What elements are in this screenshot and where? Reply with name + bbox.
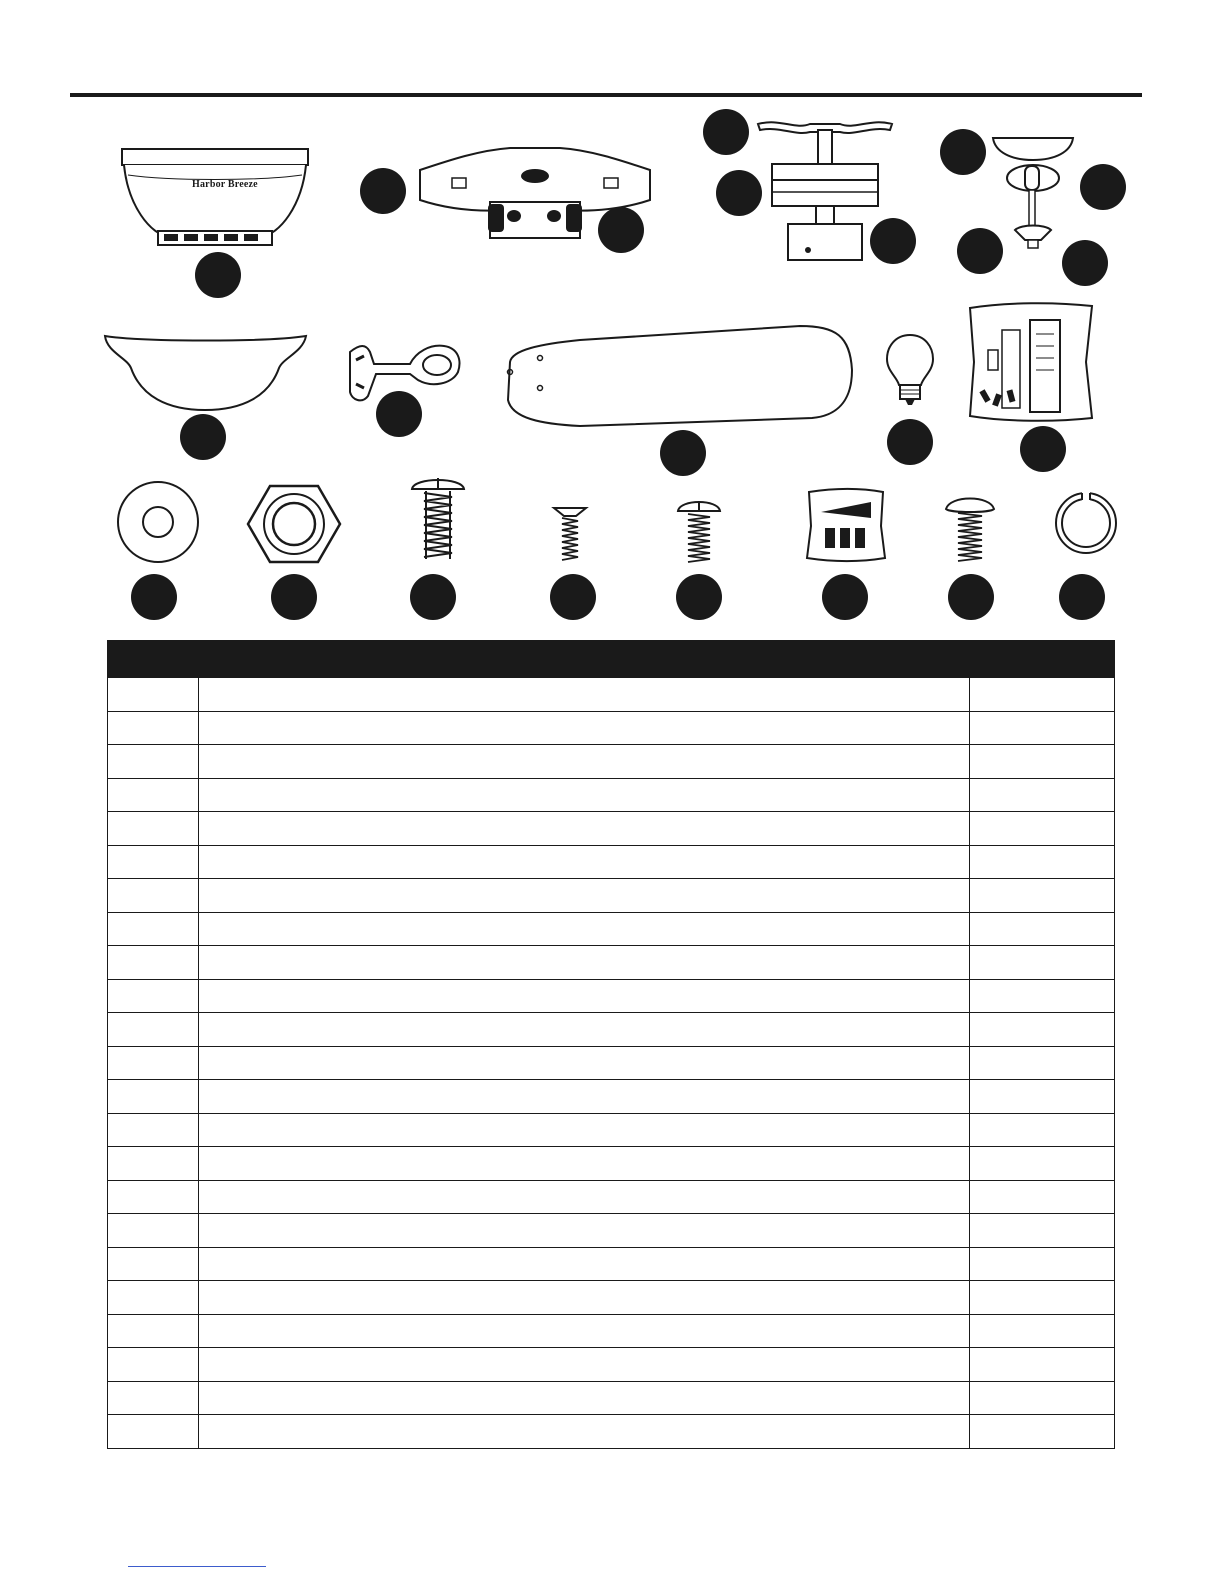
part-marker [948,574,994,620]
table-row [108,946,1115,980]
description-cell [199,812,970,846]
table-row [108,979,1115,1013]
description-cell [199,678,970,712]
part-marker [716,170,762,216]
fan-blade-illustration [500,322,855,432]
part-cell [108,711,199,745]
quantity-cell [970,912,1115,946]
part-cell [108,1214,199,1248]
part-cell [108,1080,199,1114]
part-cell [108,1113,199,1147]
hex-nut-illustration [246,484,342,564]
quantity-cell [970,1214,1115,1248]
description-cell [199,1080,970,1114]
quantity-cell [970,1381,1115,1415]
description-cell [199,1247,970,1281]
part-cell [108,1247,199,1281]
table-row [108,1180,1115,1214]
table-row [108,1381,1115,1415]
description-cell [199,1381,970,1415]
quantity-cell [970,1080,1115,1114]
glass-bowl-illustration [103,332,308,414]
part-marker [360,168,406,214]
part-marker [376,391,422,437]
split-ring-illustration [1053,490,1119,556]
part-marker [550,574,596,620]
part-cell [108,912,199,946]
part-marker [1020,426,1066,472]
part-marker [887,419,933,465]
description-cell [199,1348,970,1382]
parts-table-header [108,641,1115,678]
part-cell [108,1348,199,1382]
quantity-cell [970,979,1115,1013]
description-cell [199,912,970,946]
table-row [108,1281,1115,1315]
quantity-cell [970,1180,1115,1214]
part-cell [108,778,199,812]
description-cell [199,711,970,745]
part-marker [822,574,868,620]
description-cell [199,879,970,913]
table-row [108,912,1115,946]
part-marker [271,574,317,620]
parts-table [107,640,1115,1449]
description-cell [199,745,970,779]
balancing-kit-illustration [805,488,887,563]
quantity-cell [970,745,1115,779]
table-row [108,1348,1115,1382]
description-cell [199,1147,970,1181]
header-cell-description [199,641,970,678]
part-marker [1059,574,1105,620]
part-marker [131,574,177,620]
table-row [108,1013,1115,1047]
quantity-cell [970,845,1115,879]
part-cell [108,946,199,980]
quantity-cell [970,946,1115,980]
part-marker [1062,240,1108,286]
motor-screw-illustration [676,497,722,565]
remote-kit-bag-illustration [966,300,1096,425]
description-cell [199,1415,970,1449]
table-row [108,711,1115,745]
quantity-cell [970,1281,1115,1315]
table-row [108,812,1115,846]
quantity-cell [970,1147,1115,1181]
description-cell [199,1314,970,1348]
table-row [108,1214,1115,1248]
quantity-cell [970,1247,1115,1281]
downrod-assembly-illustration [985,130,1085,255]
table-row [108,1147,1115,1181]
header-cell-quantity [970,641,1115,678]
description-cell [199,1113,970,1147]
description-cell [199,1180,970,1214]
quantity-cell [970,1314,1115,1348]
table-row [108,879,1115,913]
quantity-cell [970,778,1115,812]
part-marker [660,430,706,476]
part-marker [870,218,916,264]
part-cell [108,879,199,913]
quantity-cell [970,1348,1115,1382]
washer-illustration [116,480,200,564]
part-marker [957,228,1003,274]
light-kit-housing-illustration [110,145,320,255]
part-marker [410,574,456,620]
part-cell [108,1046,199,1080]
quantity-cell [970,1013,1115,1047]
brand-logo-text: Harbor Breeze [192,179,258,190]
description-cell [199,979,970,1013]
part-cell [108,1381,199,1415]
part-marker [1080,164,1126,210]
part-marker [598,207,644,253]
part-cell [108,1281,199,1315]
table-row [108,1247,1115,1281]
part-cell [108,1415,199,1449]
description-cell [199,845,970,879]
quantity-cell [970,812,1115,846]
top-rule [70,93,1142,97]
part-marker [940,129,986,175]
part-marker [676,574,722,620]
part-cell [108,678,199,712]
blade-screw-illustration [410,473,466,565]
part-cell [108,1147,199,1181]
table-row [108,745,1115,779]
table-row [108,1415,1115,1449]
table-row [108,1080,1115,1114]
part-cell [108,979,199,1013]
light-kit-screw-illustration [944,495,996,565]
part-cell [108,745,199,779]
quantity-cell [970,1113,1115,1147]
description-cell [199,1214,970,1248]
description-cell [199,1046,970,1080]
description-cell [199,778,970,812]
flat-head-screw-illustration [552,506,588,564]
part-cell [108,1314,199,1348]
part-marker [180,414,226,460]
quantity-cell [970,678,1115,712]
part-cell [108,812,199,846]
parts-table-body [108,678,1115,1449]
part-cell [108,1013,199,1047]
table-row [108,778,1115,812]
table-row [108,1046,1115,1080]
part-cell [108,1180,199,1214]
header-cell-part [108,641,199,678]
quantity-cell [970,1046,1115,1080]
table-row [108,845,1115,879]
description-cell [199,1013,970,1047]
quantity-cell [970,1415,1115,1449]
part-cell [108,845,199,879]
quantity-cell [970,879,1115,913]
table-row [108,678,1115,712]
website-link-underline[interactable] [128,1566,266,1567]
part-marker [703,109,749,155]
table-row [108,1113,1115,1147]
quantity-cell [970,711,1115,745]
description-cell [199,1281,970,1315]
description-cell [199,946,970,980]
part-marker [195,252,241,298]
light-bulb-illustration [885,333,935,408]
table-row [108,1314,1115,1348]
